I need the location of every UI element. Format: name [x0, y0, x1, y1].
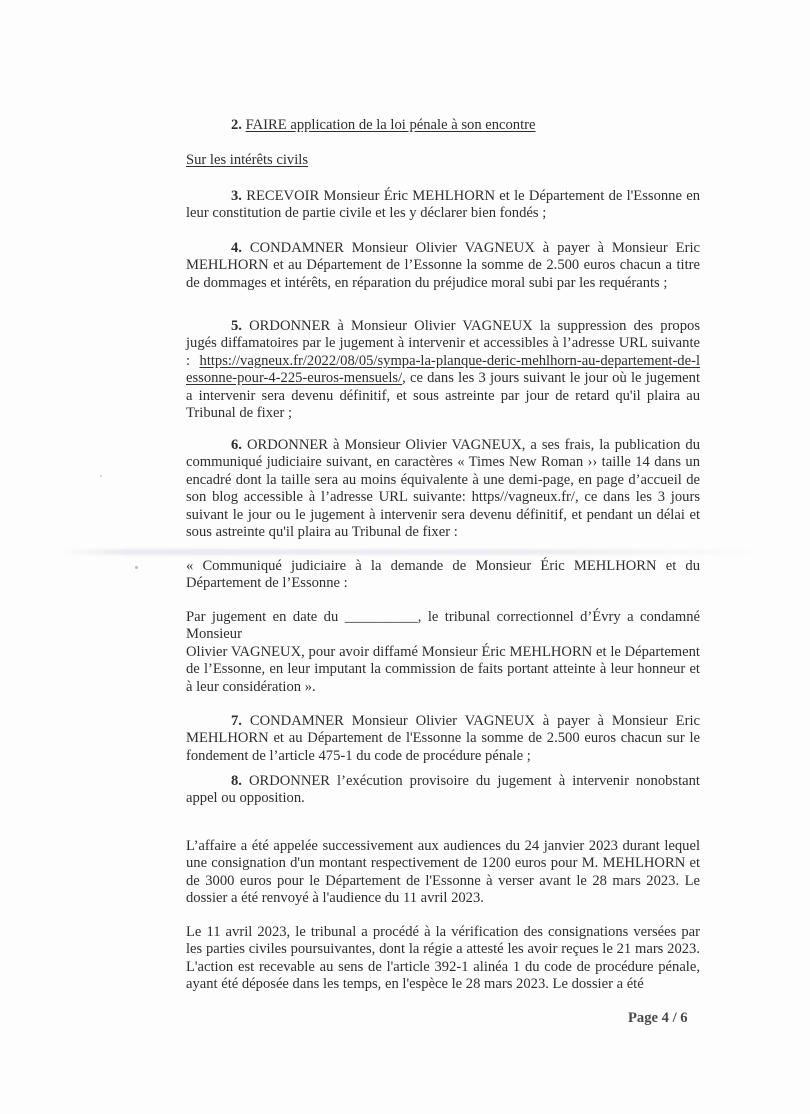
scan-speck: [135, 566, 138, 569]
item-6: [186, 437, 700, 541]
page-number: Page 4 / 6: [628, 1010, 688, 1026]
communique-body-line1: Par jugement en date du __________, le tribunal correctionnel d’Évry a condamné Monsieur: [186, 609, 700, 643]
item-number: 4.: [231, 240, 242, 256]
item-number: 6.: [231, 437, 242, 453]
item-text-before: ORDONNER à Monsieur Olivier VAGNEUX la suppression des propos jugés diffamatoires par le jugement à intervenir et accessibles à l’adresse URL suivante :: [186, 318, 700, 369]
item-number: 5.: [231, 318, 242, 334]
section-heading-civil: [186, 152, 700, 169]
scan-speck: [100, 475, 102, 477]
paragraph-text: L’affaire a été appelée successivement aux audiences du 24 janvier 2023 durant lequel une consignation d'un montant respectivement de 1200 euros pour M. MEHLHORN et de 3000 euros pour le Département de l'Essonne à verser avant le 28 mars 2023. Le dossier a été renvoyé à l'audience du 11 avril 2023.: [186, 838, 700, 907]
url-link[interactable]: https://vagneux.fr/2022/08/05/sympa-la-planque-deric-mehlhorn-au-departement-de-lessonne-pour-4-225-euros-mensuels/: [186, 352, 700, 387]
item-3: [186, 188, 700, 223]
item-number: 3.: [231, 188, 242, 204]
item-8: [186, 773, 700, 808]
item-4: [186, 240, 700, 292]
item-text-after: , ce dans les 3 jours suivant le jour où le jugement a intervenir sera devenu définitif, et sous astreinte par jour de retard qu'il plaira au Tribunal de fixer ;: [186, 370, 700, 422]
paragraph-text: Le 11 avril 2023, le tribunal a procédé à la vérification des consignations versées par les parties civiles poursuivantes, dont la régie a attesté les avoir reçues le 21 mars 2023. L'action est recevable au sens de l'article 392-1 alinéa 1 du code de procédure pénale, ayant été déposée dans les temps, en l'espèce le 28 mars 2023. Le dossier a été: [186, 924, 700, 993]
item-text: CONDAMNER Monsieur Olivier VAGNEUX à payer à Monsieur Eric MEHLHORN et au Département de l'Essonne la somme de 2.500 euros chacun sur le fondement de l’article 475-1 du code de procédure pénale ;: [186, 713, 700, 764]
item-number: 8.: [231, 773, 242, 789]
paragraph-affaire: [186, 838, 700, 908]
item-text: ORDONNER l’exécution provisoire du jugement à intervenir nonobstant appel ou opposition.: [186, 773, 700, 807]
item-5: [186, 318, 700, 422]
item-number: 7.: [231, 713, 242, 729]
scan-bleed-artifact: [60, 549, 760, 555]
section-heading: Sur les intérêts civils: [186, 152, 309, 168]
item-7: [186, 713, 700, 765]
item-text: RECEVOIR Monsieur Éric MEHLHORN et le Département de l'Essonne en leur constitution de partie civile et les y déclarer bien fondés ;: [186, 188, 701, 222]
item-number: 2.: [231, 117, 242, 133]
communique-intro: [186, 558, 700, 593]
item-text: FAIRE application de la loi pénale à son encontre: [245, 117, 536, 133]
communique-body: [186, 609, 700, 696]
communique-body-line2: Olivier VAGNEUX, pour avoir diffamé Monsieur Éric MEHLHORN et le Département de l’Essonne, en leur imputant la commission de faits portant atteinte à leur honneur et à leur considération ».: [186, 643, 700, 695]
item-text: ORDONNER à Monsieur Olivier VAGNEUX, a ses frais, la publication du communiqué judiciaire suivant, en caractères « Times New Roman ›› taille 14 dans un encadré dont la taille sera au moins équivalente à une demi-page, en page d’accueil de son blog accessible à l’adresse URL suivante: https//vagneux.fr/, ce dans les 3 jours suivant le jour ou le jugement à intervenir sera devenu définitif, et pendant un délai et sous astreinte qu'il plaira au Tribunal de fixer :: [186, 437, 700, 541]
paragraph-11-avril: [186, 924, 700, 994]
item-2: [186, 117, 700, 134]
item-text: CONDAMNER Monsieur Olivier VAGNEUX à payer à Monsieur Eric MEHLHORN et au Département de l’Essonne la somme de 2.500 euros chacun a titre de dommages et intérêts, en réparation du préjudice moral subi par les requérants ;: [186, 240, 700, 291]
communique-intro-text: « Communiqué judiciaire à la demande de Monsieur Éric MEHLHORN et du Département de l’Essonne :: [186, 558, 700, 592]
